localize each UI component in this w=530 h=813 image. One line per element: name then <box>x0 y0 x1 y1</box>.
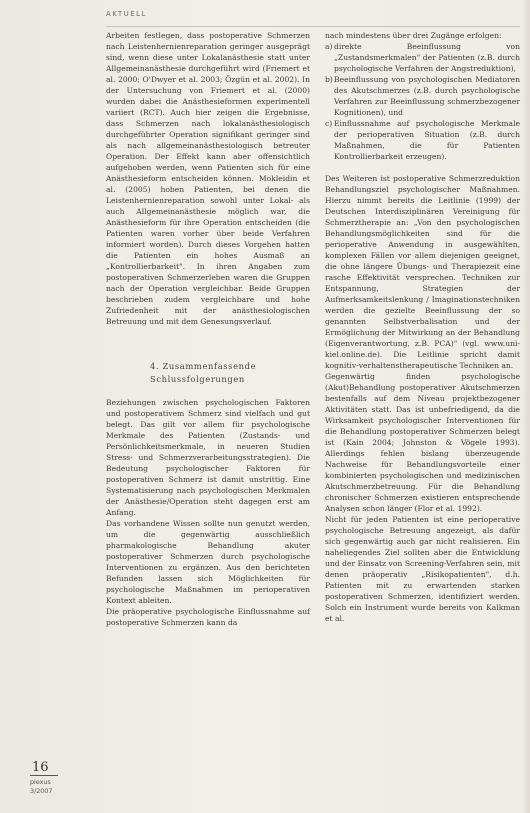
right-column <box>325 30 520 624</box>
list-marker: a) <box>325 42 333 51</box>
header-rule <box>106 26 520 27</box>
list-item-text: direkte Beeinflussung von „Zustandsmerkmalen" der Patienten (z.B. durch psychologische Verfahren der Angstreduktion), <box>334 42 520 73</box>
section-title-line-1: 4. Zusammenfassende <box>150 361 257 371</box>
page-number: 16 <box>32 760 49 775</box>
list-item-text: Einflussnahme auf psychologische Merkmale der perioperativen Situation (z.B. durch Maßnahmen, die für Patienten Kontrollierbarkeit erzeugen). <box>334 119 520 161</box>
left-paragraph-3: Das vorhandene Wissen sollte nun genutzt werden, um die gegenwärtig ausschließlich pharmakologische Behandlung akuter postoperativer Schmerzen durch psychologische Interventionen zu ergänzen. Aus den berichteten Befunden lassen sich Möglichkeiten für psychologische Maßnahmen im perioperativen Kontext ableiten. <box>106 519 310 605</box>
journal-issue: 3/2007 <box>30 787 53 795</box>
running-head: AKTUELL <box>106 10 147 18</box>
left-paragraph-4: Die präoperative psychologische Einflussnahme auf postoperative Schmerzen kann da <box>106 607 310 627</box>
list-item <box>325 74 520 118</box>
list-item <box>325 118 520 162</box>
right-paragraph-1: Des Weiteren ist postoperative Schmerzreduktion Behandlungsziel psychologischer Maßnahmen. Hierzu nimmt bereits die Leitlinie (1999) der Deutschen Interdisziplinären Vereinigung für Schmerztherapie an: „Von den psychologischen Behandlungsmöglichkeiten sind für die perioperative Anwendung in ausgewählten, komplexen Fällen vor allem diejenigen geeignet, die ohne längere Übungs- und Therapiezeit eine rasche Effektivität versprechen. Techniken zur Entspannung, Strategien der Aufmerksamkeitslenkung / Imaginationstechniken werden die gezielte Beeinflussung der so genannten Selbstverbalisation und der Ermöglichung der Mitwirkung an der Behandlung (Eigenverantwortung, z.B. PCA)" (vgl. www.uni-kiel.online.de). Die Leitlinie spricht damit kognitiv-verhaltenstherapeutische Techniken an. <box>325 174 520 370</box>
list-item-text: Beeinflussung von psychologischen Mediatoren des Akutschmerzes (z.B. durch psychologische Verfahren zur Beeinflussung schmerzbezogener Kognitionen), und <box>334 75 520 117</box>
approach-list <box>325 41 520 162</box>
list-marker: c) <box>325 119 333 128</box>
left-column <box>106 30 310 628</box>
section-title-line-2: Schlussfolgerungen <box>150 374 245 384</box>
page-edge-shadow <box>522 0 530 813</box>
list-item <box>325 41 520 74</box>
journal-name: plexus <box>30 778 51 786</box>
journal-info <box>30 778 52 796</box>
footer-rule <box>30 775 58 776</box>
right-paragraph-2: Gegenwärtig finden psychologische (Akut)Behandlung postoperativer Akutschmerzen bestenfalls auf dem Niveau projektbezogener Aktivitäten statt. Das ist unbefriedigend, da die Wirksamkeit psychologischer Interventionen für die Behandlung postoperativer Schmerzen belegt ist (Kain 2004; Johnston & Vögele 1993). Allerdings fehlen bislang überzeugende Nachweise für Behandlungsvorteile einer kombinierten psychologischen und medizinischen Akutschmerzbetreuung. Für die Behandlung chronischer Schmerzen existieren entsprechende Analysen schon länger (Flor et al. 1992). <box>325 372 520 513</box>
left-paragraph-2: Beziehungen zwischen psychologischen Faktoren und postoperativem Schmerz sind vielfach und gut belegt. Das gilt vor allem für psychologische Merkmale des Patienten (Zustands- und Persönlichkeitsmerkmale, in neueren Studien Stress- und Schmerzverarbeitungsstrategien). Die Bedeutung psychologischer Faktoren für postoperativen Schmerz ist damit unstrittig. Eine Systematisierung nach psychologischen Merkmalen der Anästhesie/Operation steht dagegen erst am Anfang. <box>106 398 310 517</box>
right-intro: nach mindestens über drei Zugänge erfolgen: <box>325 31 502 40</box>
left-paragraph-1: Arbeiten festlegen, dass postoperative Schmerzen nach Leistenhernienreparation geringer ausgeprägt sind, wenn diese unter Lokalanästhesie statt unter Allgemeinanästhesie durchgeführt wird (Friemert et al. 2000; O'Dwyer et al. 2003; Özgün et al. 2002). In der Untersuchung von Friemert et al. (2000) wurden dabei die Anästhesieformen experimentell variiert (RCT). Auch hier zeigen die Ergebnisse, dass Schmerzen nach lokalanästhesiologisch durchgeführter Operation signifikant geringer sind als nach allgemeinanästhesiologisch betreuter Operation. Der Effekt kann aber offensichtlich aufgehoben werden, wenn Patienten sich für eine Anästhesieform entscheiden können. Mokleidin et al. (2005) hoben Patienten, bei denen die Leistenhernienreparation sowohl unter Lokal- als auch Allgemeinanästhesie möglich war, die Anästhesieform für ihre Operation entscheiden (die Patienten waren vorher über beide Verfahren informiert worden). Durch dieses Vorgehen hatten die Patienten ein hohes Ausmaß an „Kontrollierbarkeit". In ihren Angaben zum postoperativen Schmerzerleben waren die Gruppen nach der Operation vergleichbar. Beide Gruppen beschrieben zudem vergleichbare und hohe Zufriedenheit mit der anästhesiologischen Betreuung und mit dem Genesungsverlauf. <box>106 31 310 326</box>
list-marker: b) <box>325 75 333 84</box>
right-paragraph-3: Nicht für jeden Patienten ist eine perioperative psychologische Betreuung angezeigt, als dafür sich gegenwärtig auch gar nicht realisieren. Ein naheliegendes Ziel sollten aber die Entwicklung und der Einsatz von Screening-Verfahren sein, mit denen präoperativ „Risikopatienten", d.h. Patienten mit zu erwartenden starken postoperativen Schmerzen, identifiziert werden. Solch ein Instrument wurde bereits von Kalkman et al. <box>325 515 520 623</box>
